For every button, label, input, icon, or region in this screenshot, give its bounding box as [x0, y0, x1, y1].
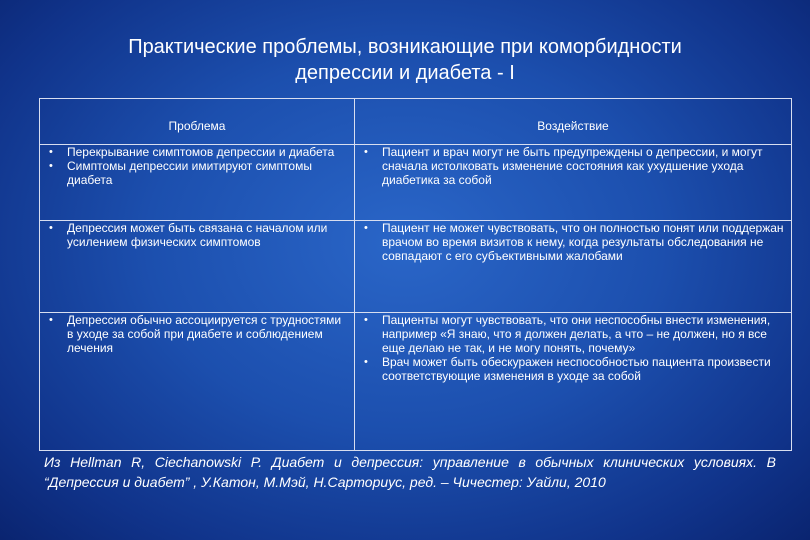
impact-bullet: • Пациент не может чувствовать, что он полностью понят или поддержан врачом во время визитов к нему, когда результаты обследования не совпадают с его субъективными жалобами [355, 221, 791, 263]
header-problem: Проблема [40, 99, 355, 145]
problem-cell [40, 145, 355, 221]
table-row [40, 145, 792, 221]
source-citation: Из Hellman R, Ciechanowski P. Диабет и депрессия: управление в обычных клинических условиях. В “Депрессия и диабет” , У.Катон, М.Мэй, Н.Сарториус, ред. – Чичестер: Уайли, 2010 [44, 454, 776, 490]
slide-title-line-1: Практические проблемы, возникающие при коморбидности [128, 36, 682, 58]
impact-bullet: • Пациенты могут чувствовать, что они неспособны внести изменения, например «Я знаю, что я должен делать, а что – не должен, но я все еще делаю не так, и не могу понять, почему» [355, 313, 791, 355]
slide-title [0, 34, 810, 86]
problem-cell [40, 313, 355, 451]
problem-bullet: • Депрессия может быть связана с началом или усилением физических симптомов [40, 221, 354, 249]
impact-cell [355, 145, 792, 221]
impact-cell [355, 221, 792, 313]
impact-bullet: • Врач может быть обескуражен неспособностью пациента произвести соответствующие изменения в уходе за собой [355, 355, 791, 383]
problem-cell [40, 221, 355, 313]
impact-bullet: • Пациент и врач могут не быть предупреждены о депрессии, и могут сначала истолковать изменение состояния как ухудшение ухода диабетика за собой [355, 145, 791, 187]
problem-bullet: • Депрессия обычно ассоциируется с трудностями в уходе за собой при диабете и соблюдением лечения [40, 313, 354, 355]
table-row [40, 313, 792, 451]
table-row [40, 221, 792, 313]
table-header-row [40, 99, 792, 145]
header-impact: Воздействие [355, 99, 792, 145]
problem-bullet: • Симптомы депрессии имитируют симптомы диабета [40, 159, 354, 187]
slide-title-line-2: депрессии и диабета - I [295, 62, 515, 84]
problem-bullet: • Перекрывание симптомов депрессии и диабета [40, 145, 354, 159]
comorbidity-table [39, 98, 792, 451]
impact-cell [355, 313, 792, 451]
